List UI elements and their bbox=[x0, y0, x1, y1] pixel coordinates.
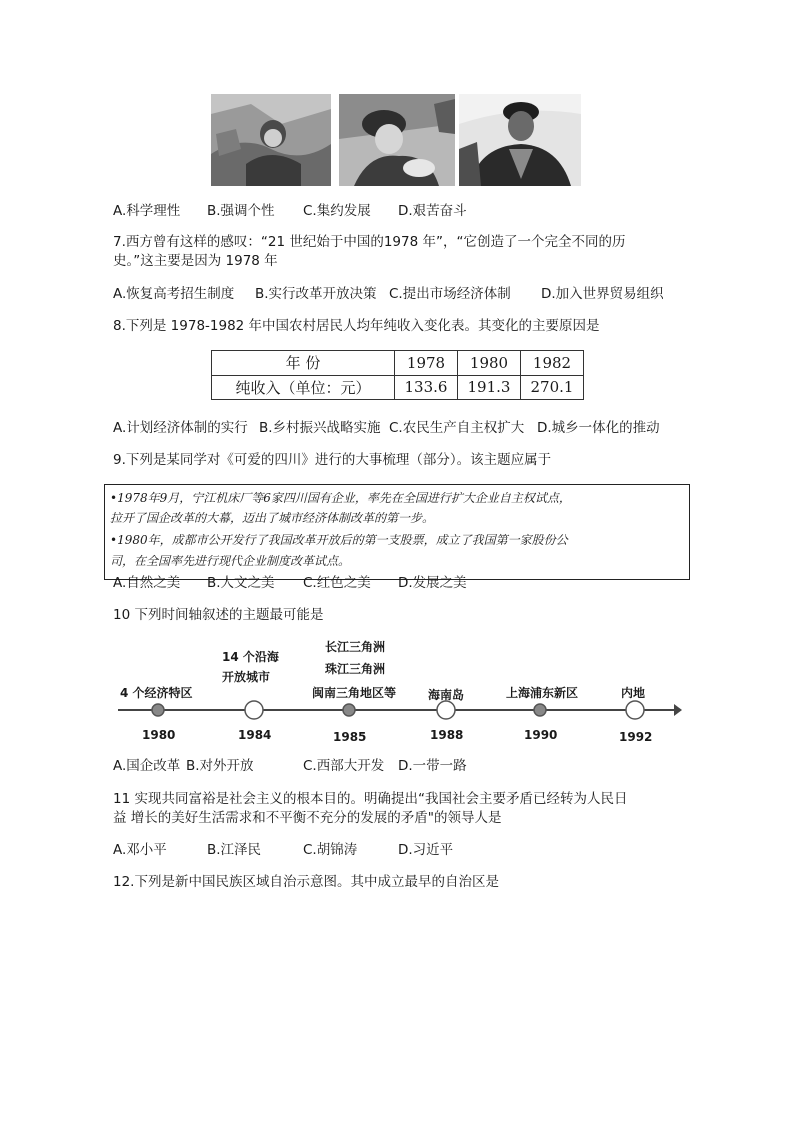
table-cell: 191.3 bbox=[458, 375, 521, 400]
q6-option-a[interactable]: A.科学理性 bbox=[113, 203, 181, 219]
q8-option-c[interactable]: C.农民生产自主权扩大 bbox=[389, 420, 525, 436]
q11-stem-line2: 益 增长的美好生活需求和不平衡不充分的发展的矛盾"的领导人是 bbox=[113, 810, 502, 826]
q12-stem: 12.下列是新中国民族区域自治示意图。其中成立最早的自治区是 bbox=[113, 874, 499, 890]
q6-option-b[interactable]: B.强调个性 bbox=[207, 203, 275, 219]
q10-stem: 10 下列时间轴叙述的主题最可能是 bbox=[113, 607, 324, 623]
table-cell: 270.1 bbox=[521, 375, 584, 400]
table-cell: 1980 bbox=[458, 351, 521, 376]
timeline-axis bbox=[112, 632, 682, 744]
income-table bbox=[211, 350, 584, 400]
table-header-year: 年 份 bbox=[212, 351, 395, 376]
q11-stem-line1: 11 实现共同富裕是社会主义的根本目的。明确提出“我国社会主要矛盾已经转为人民日 bbox=[113, 791, 628, 807]
table-row bbox=[212, 351, 584, 376]
photo-worker-2 bbox=[339, 94, 455, 186]
q11-option-c[interactable]: C.胡锦涛 bbox=[303, 842, 358, 858]
timeline-label: 珠江三角洲 bbox=[325, 662, 386, 676]
timeline-label: 内地 bbox=[621, 686, 646, 700]
q9-stem: 9.下列是某同学对《可爱的四川》进行的大事梳理（部分）。该主题应属于 bbox=[113, 452, 552, 468]
timeline-label: 闽南三角地区等 bbox=[312, 686, 397, 700]
q7-option-b[interactable]: B.实行改革开放决策 bbox=[255, 286, 377, 302]
q6-option-d[interactable]: D.艰苦奋斗 bbox=[398, 203, 467, 219]
q8-option-a[interactable]: A.计划经济体制的实行 bbox=[113, 420, 248, 436]
q8-option-d[interactable]: D.城乡一体化的推动 bbox=[537, 420, 660, 436]
table-cell: 133.6 bbox=[395, 375, 458, 400]
timeline bbox=[112, 632, 682, 744]
timeline-label: 14 个沿海 bbox=[222, 650, 279, 664]
table-row bbox=[212, 375, 584, 400]
photo-worker-1 bbox=[211, 94, 331, 186]
q7-option-d[interactable]: D.加入世界贸易组织 bbox=[541, 286, 664, 302]
q10-option-a[interactable]: A.国企改革 bbox=[113, 758, 181, 774]
q9-option-d[interactable]: D.发展之美 bbox=[398, 575, 467, 591]
timeline-label: 上海浦东新区 bbox=[506, 686, 579, 700]
timeline-year: 1990 bbox=[524, 728, 558, 742]
q9-box-line: 拉开了国企改革的大幕，迈出了城市经济体制改革的第一步。 bbox=[110, 511, 435, 525]
q8-option-b[interactable]: B.乡村振兴战略实施 bbox=[259, 420, 381, 436]
q9-box-line: •1978年9月，宁江机床厂等6家四川国有企业，率先在全国进行扩大企业自主权试点， bbox=[110, 491, 571, 505]
timeline-label: 长江三角洲 bbox=[325, 640, 386, 654]
timeline-label: 海南岛 bbox=[428, 688, 465, 702]
q6-option-c[interactable]: C.集约发展 bbox=[303, 203, 371, 219]
timeline-label: 4 个经济特区 bbox=[120, 686, 193, 700]
timeline-label: 开放城市 bbox=[222, 670, 271, 684]
q9-option-b[interactable]: B.人文之美 bbox=[207, 575, 275, 591]
q9-option-c[interactable]: C.红色之美 bbox=[303, 575, 371, 591]
q7-option-a[interactable]: A.恢复高考招生制度 bbox=[113, 286, 235, 302]
q7-option-c[interactable]: C.提出市场经济体制 bbox=[389, 286, 511, 302]
timeline-year: 1992 bbox=[619, 730, 653, 744]
timeline-year: 1988 bbox=[430, 728, 464, 742]
timeline-year: 1984 bbox=[238, 728, 272, 742]
table-cell: 1982 bbox=[521, 351, 584, 376]
q7-stem-line2: 史。”这主要是因为 1978 年 bbox=[113, 253, 278, 269]
q10-option-d[interactable]: D.一带一路 bbox=[398, 758, 467, 774]
q9-event-box bbox=[104, 484, 690, 580]
q11-option-d[interactable]: D.习近平 bbox=[398, 842, 454, 858]
q9-box-line: 司，在全国率先进行现代企业制度改革试点。 bbox=[110, 554, 351, 568]
q8-stem: 8.下列是 1978-1982 年中国农村居民人均年纯收入变化表。其变化的主要原因是 bbox=[113, 318, 600, 334]
q7-stem-line1: 7.西方曾有这样的感叹：“21 世纪始于中国的1978 年”，“它创造了一个完全不同的历 bbox=[113, 234, 626, 250]
q9-option-a[interactable]: A.自然之美 bbox=[113, 575, 181, 591]
table-header-income: 纯收入（单位：元） bbox=[212, 375, 395, 400]
table-cell: 1978 bbox=[395, 351, 458, 376]
q10-option-c[interactable]: C.西部大开发 bbox=[303, 758, 385, 774]
q9-box-line: •1980年，成都市公开发行了我国改革开放后的第一支股票，成立了我国第一家股份公 bbox=[110, 533, 568, 547]
timeline-year: 1985 bbox=[333, 730, 367, 744]
q11-option-b[interactable]: B.江泽民 bbox=[207, 842, 262, 858]
photo-worker-3 bbox=[459, 94, 581, 186]
q11-option-a[interactable]: A.邓小平 bbox=[113, 842, 167, 858]
q10-option-b[interactable]: B.对外开放 bbox=[186, 758, 254, 774]
timeline-year: 1980 bbox=[142, 728, 176, 742]
